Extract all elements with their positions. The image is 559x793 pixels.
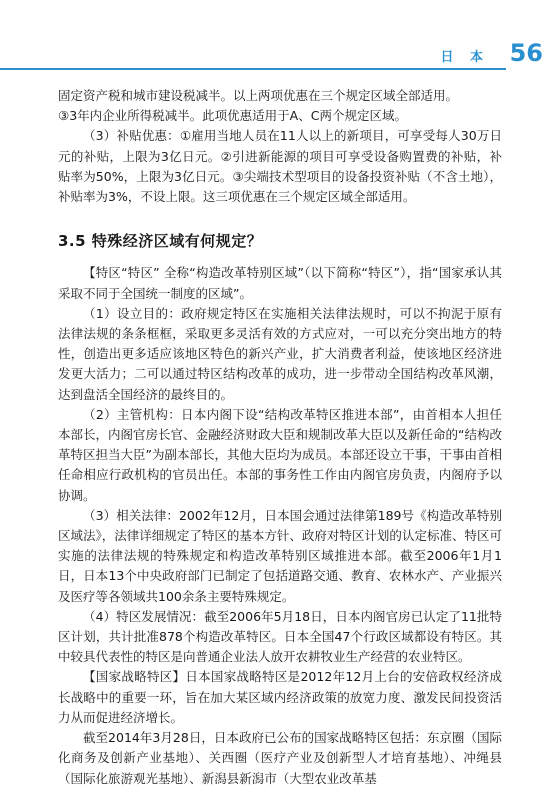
header-rule bbox=[0, 68, 506, 70]
paragraph: （3）补贴优惠：①雇用当地人员在11人以上的新项目，可享受每人30万日元的补贴，上限为3亿日元。②引进新能源的项目可享受设备购置费的补贴，补贴率为50%，上限为3亿日元。③尖端技术型项目的设备投资补贴（不含土地），补贴率为3%，不设上限。这三项优惠在三个规定区域全部适用。 bbox=[58, 128, 502, 205]
page-number: 56 bbox=[509, 39, 543, 67]
paragraph: ③3年内企业所得税减半。此项优惠适用于A、C两个规定区域。 bbox=[58, 108, 407, 124]
paragraph: （2）主管机构：日本内阁下设“结构改革特区推进本部”，由首相本人担任本部长，内阁官房长官、金融经济财政大臣和规制改革大臣以及新任命的“结构改革特区担当大臣”为副本部长，其他大臣均为成员。本部还设立干事，干事由首相任命相应行政机构的官员出任。本部的事务性工作由内阁官房负责，内阁府予以协调。 bbox=[58, 406, 502, 503]
running-title: 日 本 bbox=[440, 50, 489, 65]
paragraph: 【国家战略特区】日本国家战略特区是2012年12月上台的安倍政权经济成长战略中的重要一环，旨在加大某区域内经济政策的放宽力度、激发民间投资活力从而促进经济增长。 bbox=[58, 669, 502, 725]
body-text bbox=[58, 86, 502, 789]
paragraph: 截至2014年3月28日，日本政府已公布的国家战略特区包括：东京圈（国际化商务及创新产业基地）、关西圈（医疗产业及创新型人才培育基地）、冲绳县（国际化旅游观光基地）、新潟县新潟市（大型农业改革基 bbox=[58, 730, 502, 786]
paragraph: 【特区“特区” 全称“构造改革特别区域”（以下简称“特区”），指“国家承认其采取不同于全国统一制度的区域”。 bbox=[58, 265, 502, 301]
page-header bbox=[0, 39, 559, 76]
section-heading: 3.5 特殊经济区域有何规定？ bbox=[58, 232, 263, 251]
paragraph: （3）相关法律：2002年12月，日本国会通过法律第189号《构造改革特别区域法》，法律详细规定了特区的基本方针、政府对特区计划的认定标准、特区可实施的法律法规的特殊规定和构造改革特别区域推进本部。截至2006年1月1日，日本13个中央政府部门已制定了包括道路交通、教育、农林水产、产业振兴及医疗等各领域共100余条主要特殊规定。 bbox=[58, 507, 502, 604]
paragraph: （4）特区发展情况：截至2006年5月18日，日本内阁官房已认定了11批特区计划，共计批准878个构造改革特区。日本全国47个行政区域都设有特区。其中较具代表性的特区是向普通企业法人放开农耕牧业生产经营的农业特区。 bbox=[58, 608, 502, 665]
paragraph: 固定资产税和城市建设税减半。以上两项优惠在三个规定区域全部适用。 bbox=[58, 88, 459, 103]
paragraph: （1）设立目的：政府规定特区在实施相关法律法规时，可以不拘泥于原有法律法规的条条框框，采取更多灵活有效的方式应对，一可以充分突出地方的特性，创造出更多适应该地区特色的新兴产业，扩大消费者利益，使该地区经济进发更大活力；二可以通过特区结构改革的成功，进一步带动全国结构改革风潮，达到盘活全国经济的最终目的。 bbox=[58, 305, 502, 402]
